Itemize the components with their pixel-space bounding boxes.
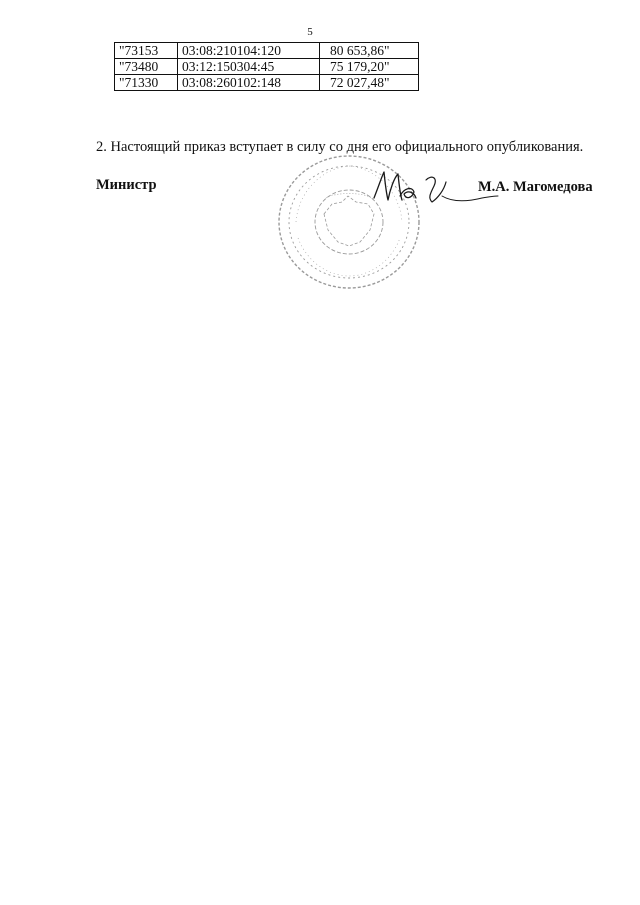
table-row	[115, 75, 419, 91]
page-number: 5	[307, 26, 313, 38]
table-cell-cadastral-number: 03:12:150304:45	[178, 59, 320, 75]
table-cell-number: "71330	[115, 75, 178, 91]
table-cell-value: 80 653,86"	[320, 43, 419, 59]
signer-position: Министр	[96, 177, 157, 193]
table-row	[115, 43, 419, 59]
table-cell-value: 75 179,20"	[320, 59, 419, 75]
table-cell-cadastral-number: 03:08:260102:148	[178, 75, 320, 91]
table-row	[115, 59, 419, 75]
table-cell-number: "73480	[115, 59, 178, 75]
table-cell-value: 72 027,48"	[320, 75, 419, 91]
cadastral-values-table	[114, 42, 419, 91]
paragraph-effective-date: 2. Настоящий приказ вступает в силу со дня его официального опубликования.	[96, 139, 584, 155]
signer-name: М.А. Магомедова	[478, 179, 593, 195]
table-cell-cadastral-number: 03:08:210104:120	[178, 43, 320, 59]
table-cell-number: "73153	[115, 43, 178, 59]
